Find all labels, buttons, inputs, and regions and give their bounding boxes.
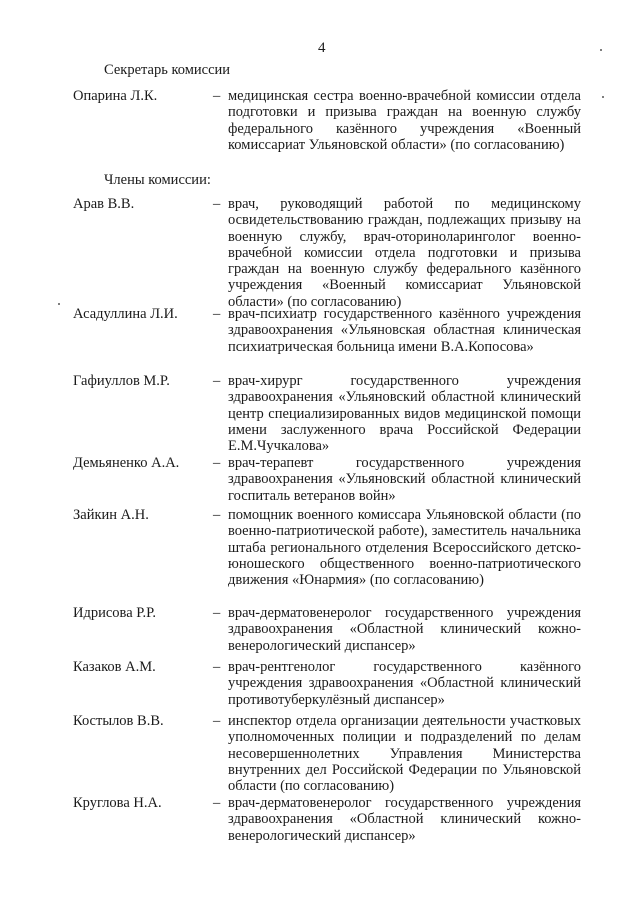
- member-name: Асадуллина Л.И.: [73, 306, 178, 322]
- member-name: Гафиуллов М.Р.: [73, 373, 170, 389]
- member-name: Казаков А.М.: [73, 659, 156, 675]
- entry-dash: –: [213, 455, 221, 471]
- member-name: Костылов В.В.: [73, 713, 164, 729]
- member-description: врач-рентгенолог государственного казённого учреждения здравоохранения «Областной клинический противотуберкулёзный диспансер»: [228, 659, 581, 708]
- entry-dash: –: [213, 88, 221, 104]
- member-name: Круглова Н.А.: [73, 795, 162, 811]
- member-description: врач-дерматовенеролог государственного учреждения здравоохранения «Областной клинический кожно-венерологический диспансер»: [228, 605, 581, 654]
- member-name: Зайкин А.Н.: [73, 507, 149, 523]
- entry-dash: –: [213, 507, 221, 523]
- member-description: инспектор отдела организации деятельности участковых уполномоченных полиции и подразделений по делам несовершеннолетних Управления Министерства внутренних дел Российской Федерации по Ульяновской области (по согласованию): [228, 713, 581, 795]
- entry-dash: –: [213, 373, 221, 389]
- entry-dash: –: [213, 659, 221, 675]
- scan-speck: [602, 96, 604, 98]
- member-description: врач-психиатр государственного казённого учреждения здравоохранения «Ульяновская областная клиническая психиатрическая больница имени В.А.Копосова»: [228, 306, 581, 355]
- member-description: помощник военного комиссара Ульяновской области (по военно-патриотической работе), заместитель начальника штаба регионального отделения Всероссийского детско-юношеского общественного военно-патриотического движения «Юнармия» (по согласованию): [228, 507, 581, 589]
- member-name: Демьяненко А.А.: [73, 455, 180, 471]
- member-description: медицинская сестра военно-врачебной комиссии отдела подготовки и призыва граждан на военную службу федерального казённого учреждения «Военный комиссариат Ульяновской области» (по согласованию): [228, 88, 581, 153]
- member-description: врач, руководящий работой по медицинскому освидетельствованию граждан, подлежащих призыву на военную службу, врач-оториноларинголог военно-врачебной комиссии отдела подготовки и призыва граждан на военную службу федерального казённого учреждения «Военный комиссариат Ульяновской области» (по согласованию): [228, 196, 581, 310]
- member-description: врач-терапевт государственного учреждения здравоохранения «Ульяновский областной клинический госпиталь ветеранов войн»: [228, 455, 581, 504]
- scan-speck: [600, 49, 602, 51]
- member-description: врач-дерматовенеролог государственного учреждения здравоохранения «Областной клинический кожно-венерологический диспансер»: [228, 795, 581, 844]
- entry-dash: –: [213, 795, 221, 811]
- members-heading: Члены комиссии:: [104, 172, 211, 188]
- member-name: Идрисова Р.Р.: [73, 605, 157, 621]
- member-name: Арав В.В.: [73, 196, 135, 212]
- entry-dash: –: [213, 196, 221, 212]
- scan-speck: [58, 303, 60, 305]
- entry-dash: –: [213, 306, 221, 322]
- entry-dash: –: [213, 605, 221, 621]
- entry-dash: –: [213, 713, 221, 729]
- page-number: 4: [318, 40, 326, 56]
- secretary-heading: Секретарь комиссии: [104, 62, 231, 78]
- member-name: Опарина Л.К.: [73, 88, 158, 104]
- member-description: врач-хирург государственного учреждения здравоохранения «Ульяновский областной клинический центр специализированных видов медицинской помощи имени заслуженного врача Российской Федерации Е.М.Чучкалова»: [228, 373, 581, 455]
